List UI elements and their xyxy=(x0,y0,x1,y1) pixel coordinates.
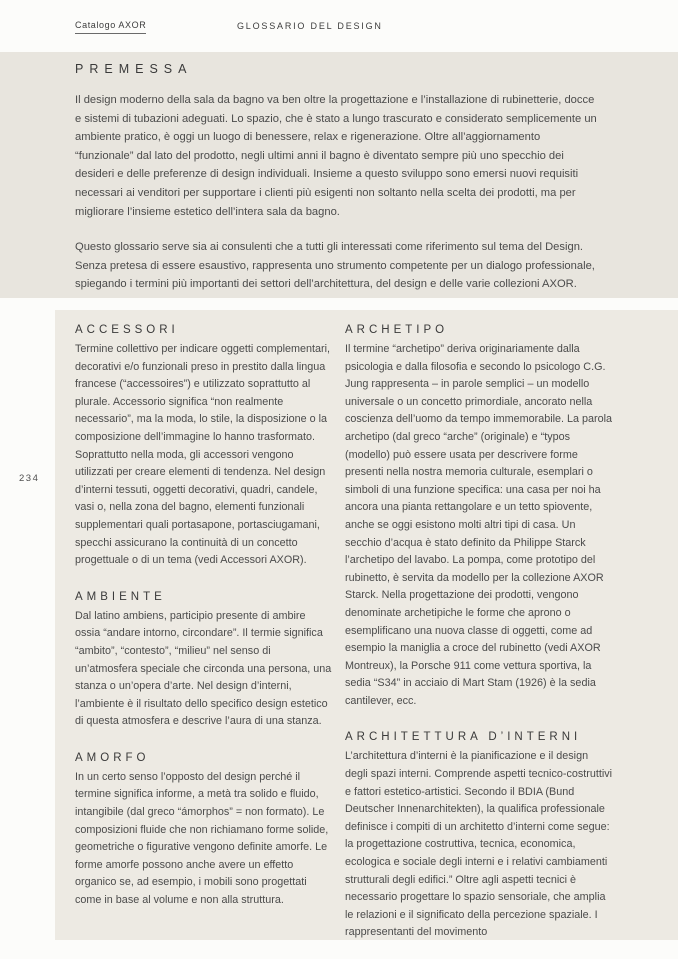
glossary-entry-accessori xyxy=(75,324,333,570)
premessa-paragraph-1: Il design moderno della sala da bagno va ben oltre la progettazione e l’installazione di rubinetterie, docce e sistemi di tubazioni adeguati. Lo spazio, che è stato a lungo trascurato e considerato semplicemente un ambiente pratico, è oggi un luogo di benessere, relax e rigenerazione. Oltre all’aggiornamento “funzionale” dal lato del prodotto, negli ultimi anni il bagno è diventato sempre più uno specchio dei desideri e delle preferenze di design individuali. Insieme a questo sviluppo sono emersi nuovi requisiti necessari ai venditori per supportare i clienti più esigenti non soltanto nella scelta dei prodotti, ma per migliorare l’insieme estetico dell’intera sala da bagno. xyxy=(75,94,597,218)
glossary-definition: Il termine “archetipo” deriva originariamente dalla psicologia e dalla filosofia e secondo lo psicologo C.G. Jung rappresenta – in parole semplici – un modello universale o un concetto primordiale, ancorato nella coscienza dell’uomo da tempo immemorabile. La parola archetipo (dal greco “arche” (originale) e “typos (modello) può essere usata per descrivere forme presenti nella nostra memoria culturale, esemplari o simboli di una funzione specifica: una casa per noi ha ancora una pianta rettangolare e un tetto spiovente, anche se oggi esistono molti altri tipi di casa. Un secchio d’acqua è stato definito da Philippe Starck l’archetipo del lavabo. La pompa, come prototipo del rubinetto, è servita da modello per la collezione AXOR Starck. Nella progettazione dei prodotti, vengono denominate archetipiche le forme che aprono o esemplificano una nuova classe di oggetti, come ad esempio la maniglia a croce del rubinetto (vedi AXOR Montreux), la Porsche 911 come vettura sportiva, la sedia “S34” in acciaio di Mart Stam (1926) è la sedia cantilever, ecc. xyxy=(345,343,613,707)
catalog-link[interactable]: Catalogo AXOR xyxy=(75,20,146,34)
premessa-paragraph-2: Questo glossario serve sia ai consulenti che a tutti gli interessati come riferimento sul tema del Design. Senza pretesa di essere esaustivo, rappresenta uno strumento competente per un dialogo professionale, spiegando i termini più importanti dei settori dell’architettura, del design e delle varie collezioni AXOR. xyxy=(75,241,595,291)
glossary-term: AMORFO xyxy=(75,751,150,764)
glossary-definition: In un certo senso l’opposto del design perché il termine significa informe, a metà tra solido e fluido, intangibile (dal greco “ámorphos” = non formato). Le composizioni fluide che non richiamano forme solide, geometriche o figurative vengono definite amorfe. Le forme amorfe possono anche avere un effetto organico se, ad esempio, i mobili sono progettati come in base al volume e non alla struttura. xyxy=(75,770,329,907)
glossary-definition: Dal latino ambiens, participio presente di ambire ossia “andare intorno, circondare”. Il termie significa “ambito”, “contesto”, “milieu” nel senso di un’atmosfera speciale che circonda una persona, una stanza o un’opera d’arte. Nel design d’interni, l’ambiente è il risultato dello specifico design estetico di questa atmosfera e descrive l’aura di una stanza. xyxy=(75,609,332,728)
glossary-term: AMBIENTE xyxy=(75,590,166,603)
premessa-title: PREMESSA xyxy=(75,62,193,76)
page-number: 234 xyxy=(19,473,40,484)
glossary-column-left xyxy=(75,324,333,931)
glossary-term: ACCESSORI xyxy=(75,324,179,336)
glossary-entry-ambiente xyxy=(75,591,333,731)
glossary-definition: Termine collettivo per indicare oggetti complementari, decorativi e/o funzionali preso in prestito dalla lingua francese (“accessoires”) e utilizzato soprattutto al plurale. Accessorio significa “non realmente necessario”, ma la moda, lo stile, la disposizione o la composizione dell’immagine lo hanno trasformato. Soprattutto nella moda, gli accessori vengono utilizzati per creare elementi di tendenza. Nel design d’interni tessuti, oggetti decorativi, quadri, candele, vasi o, nella zona del bagno, elementi funzionali supplementari quali portasapone, portasciugamani, specchi assicurano la continuità di un concetto progettuale o di un tema (vedi Accessori AXOR). xyxy=(75,343,331,567)
glossary-entry-architettura-dinterni xyxy=(345,731,613,942)
glossary-entry-archetipo xyxy=(345,324,613,710)
premessa-panel xyxy=(0,52,678,298)
glossary-column-right xyxy=(345,324,613,959)
document-title: GLOSSARIO DEL DESIGN xyxy=(237,21,383,31)
glossary-term: ARCHITETTURA D’INTERNI xyxy=(345,731,582,744)
glossary-term: ARCHETIPO xyxy=(345,324,449,336)
glossary-definition: L’architettura d’interni è la pianificazione e il design degli spazi interni. Comprende aspetti tecnico-costruttivi e fattori estetico-artistici. Secondo il BDIA (Bund Deutscher Innenarchitekten), la qualifica professionale definisce i compiti di un architetto d’interni come segue: la progettazione costruttiva, tecnica, economica, ecologica e sociale degli interni e i relativi cambiamenti strutturali degli edifici.” Oltre agli aspetti tecnici è necessario progettare lo spazio sensoriale, che amplia le relazioni e il significato della percezione spaziale. I rappresentanti del movimento xyxy=(345,750,613,939)
glossary-entry-amorfo xyxy=(75,752,333,910)
glossary-panel xyxy=(55,310,678,940)
